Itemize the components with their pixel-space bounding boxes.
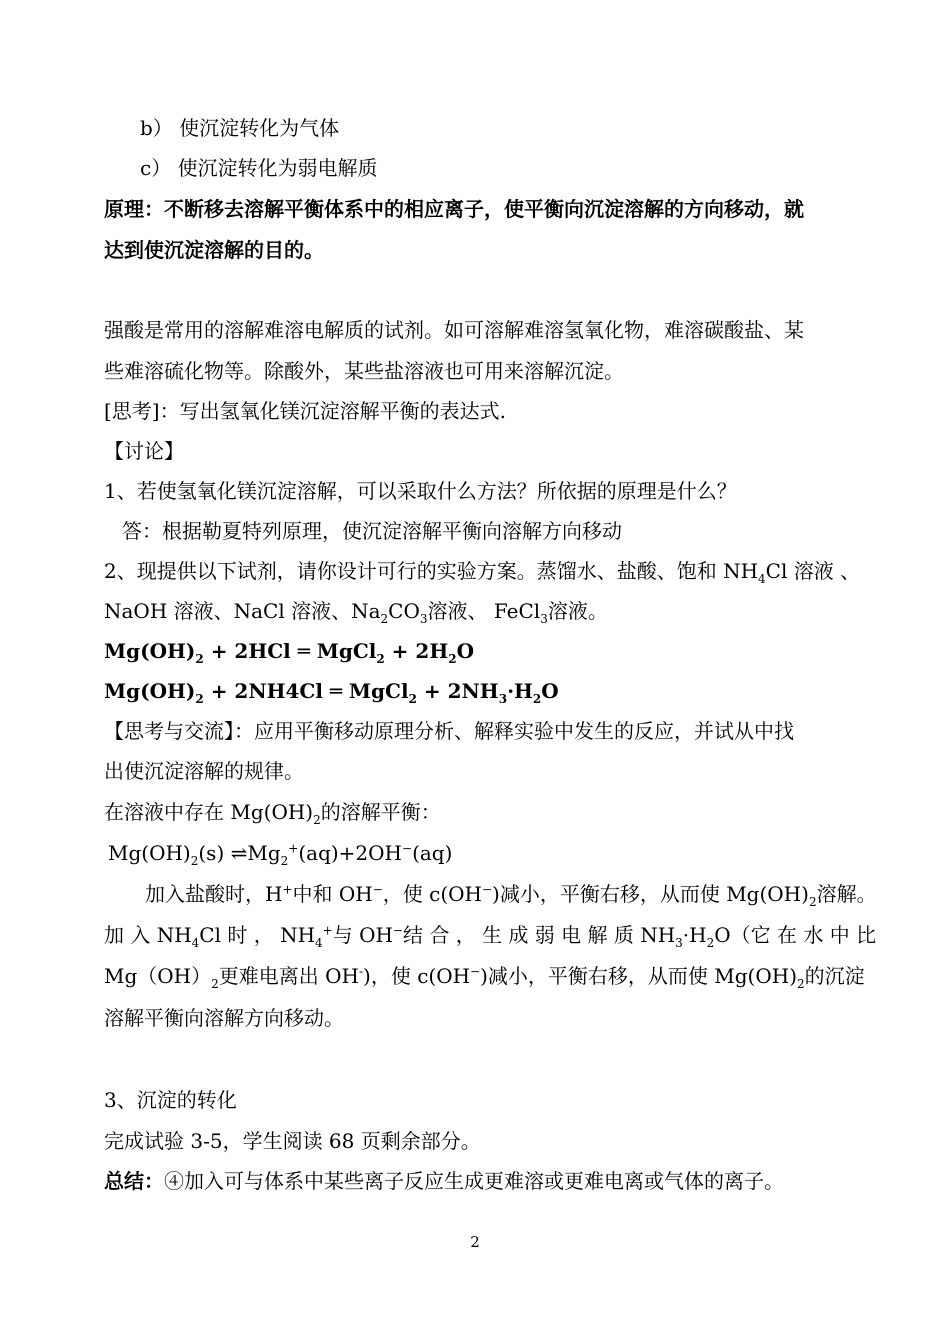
think-prompt: [思考]：写出氢氧化镁沉淀溶解平衡的表达式. bbox=[104, 399, 506, 423]
experiment-note: 完成试验 3-5，学生阅读 68 页剩余部分。 bbox=[104, 1129, 481, 1153]
question-1: 1、若使氢氧化镁沉淀溶解，可以采取什么方法？所依据的原理是什么？ bbox=[104, 479, 737, 503]
page-number: 2 bbox=[470, 1233, 480, 1251]
paragraph-acid-1: 强酸是常用的溶解难溶电解质的试剂。如可溶解难溶氢氧化物，难溶碳酸盐、某 bbox=[104, 318, 804, 342]
summary-line: 总结：④加入可与体系中某些离子反应生成更难溶或更难电离或气体的离子。 bbox=[104, 1169, 784, 1193]
question-2-line-2: NaOH 溶液、NaCl 溶液、$Na_2CO_3$溶液、 FeCl$_3$溶液。 bbox=[104, 599, 608, 626]
question-2-line-1: 2、现提供以下试剂，请你设计可行的实验方案。蒸馏水、盐酸、饱和 $NH_4Cl$ 溶液 、 bbox=[104, 559, 861, 586]
equilibrium-equation: $Mg(OH)_2(s)$ $\rightleftharpoons Mg_2^+(aq)+2OH^-(aq)$ bbox=[108, 841, 453, 868]
paragraph-acid-2: 些难溶硫化物等。除酸外，某些盐溶液也可用来溶解沉淀。 bbox=[104, 359, 624, 383]
summary-label: 总结： bbox=[104, 1169, 164, 1193]
think-exchange-2: 出使沉淀溶解的规律。 bbox=[104, 759, 304, 783]
section-3-heading: 3、沉淀的转化 bbox=[104, 1088, 237, 1112]
principle-line-2: 达到使沉淀溶解的目的。 bbox=[104, 238, 324, 262]
explanation-line-3: $Mg(OH)_2$更难电离出 OH-)，使 c(OH−)减小，平衡右移，从而使 $Mg(OH)_2$的沉淀 bbox=[104, 964, 865, 991]
principle-line-1: 原理：不断移去溶解平衡体系中的相应离子，使平衡向沉淀溶解的方向移动，就 bbox=[104, 197, 804, 221]
explanation-line-1: 加入盐酸时，H+中和 OH−，使 c(OH−)减小，平衡右移，从而使 $Mg(OH)_2$溶解。 bbox=[145, 882, 877, 909]
list-item-c: c） 使沉淀转化为弱电解质 bbox=[140, 156, 378, 180]
think-exchange-1: 【思考与交流】：应用平衡移动原理分析、解释实验中发生的反应，并试从中找 bbox=[104, 719, 794, 743]
equilibrium-intro: 在溶液中存在 $Mg(OH)_2$的溶解平衡： bbox=[104, 800, 441, 827]
explanation-line-4: 溶解平衡向溶解方向移动。 bbox=[104, 1006, 344, 1030]
explanation-line-2: 加 入 $NH_4Cl$ 时 ， $NH_4^+$与 OH−结 合 ， 生 成 弱 电 解 质 $NH_3\cdot H_2O$（它 在 水 中 比 bbox=[104, 923, 877, 950]
answer-1: 答：根据勒夏特列原理，使沉淀溶解平衡向溶解方向移动 bbox=[122, 519, 622, 543]
equation-2: $Mg(OH)_2 + 2NH4Cl$ ═ MgCl$_2$ + $2NH_3\cdot H_2O$ bbox=[104, 679, 559, 706]
list-item-b: b） 使沉淀转化为气体 bbox=[140, 116, 340, 140]
equation-1: $Mg(OH)_2 + 2HCl$ ═ MgCl$_2$ + $2H_2O$ bbox=[104, 639, 474, 666]
discussion-heading: 【讨论】 bbox=[104, 439, 184, 463]
